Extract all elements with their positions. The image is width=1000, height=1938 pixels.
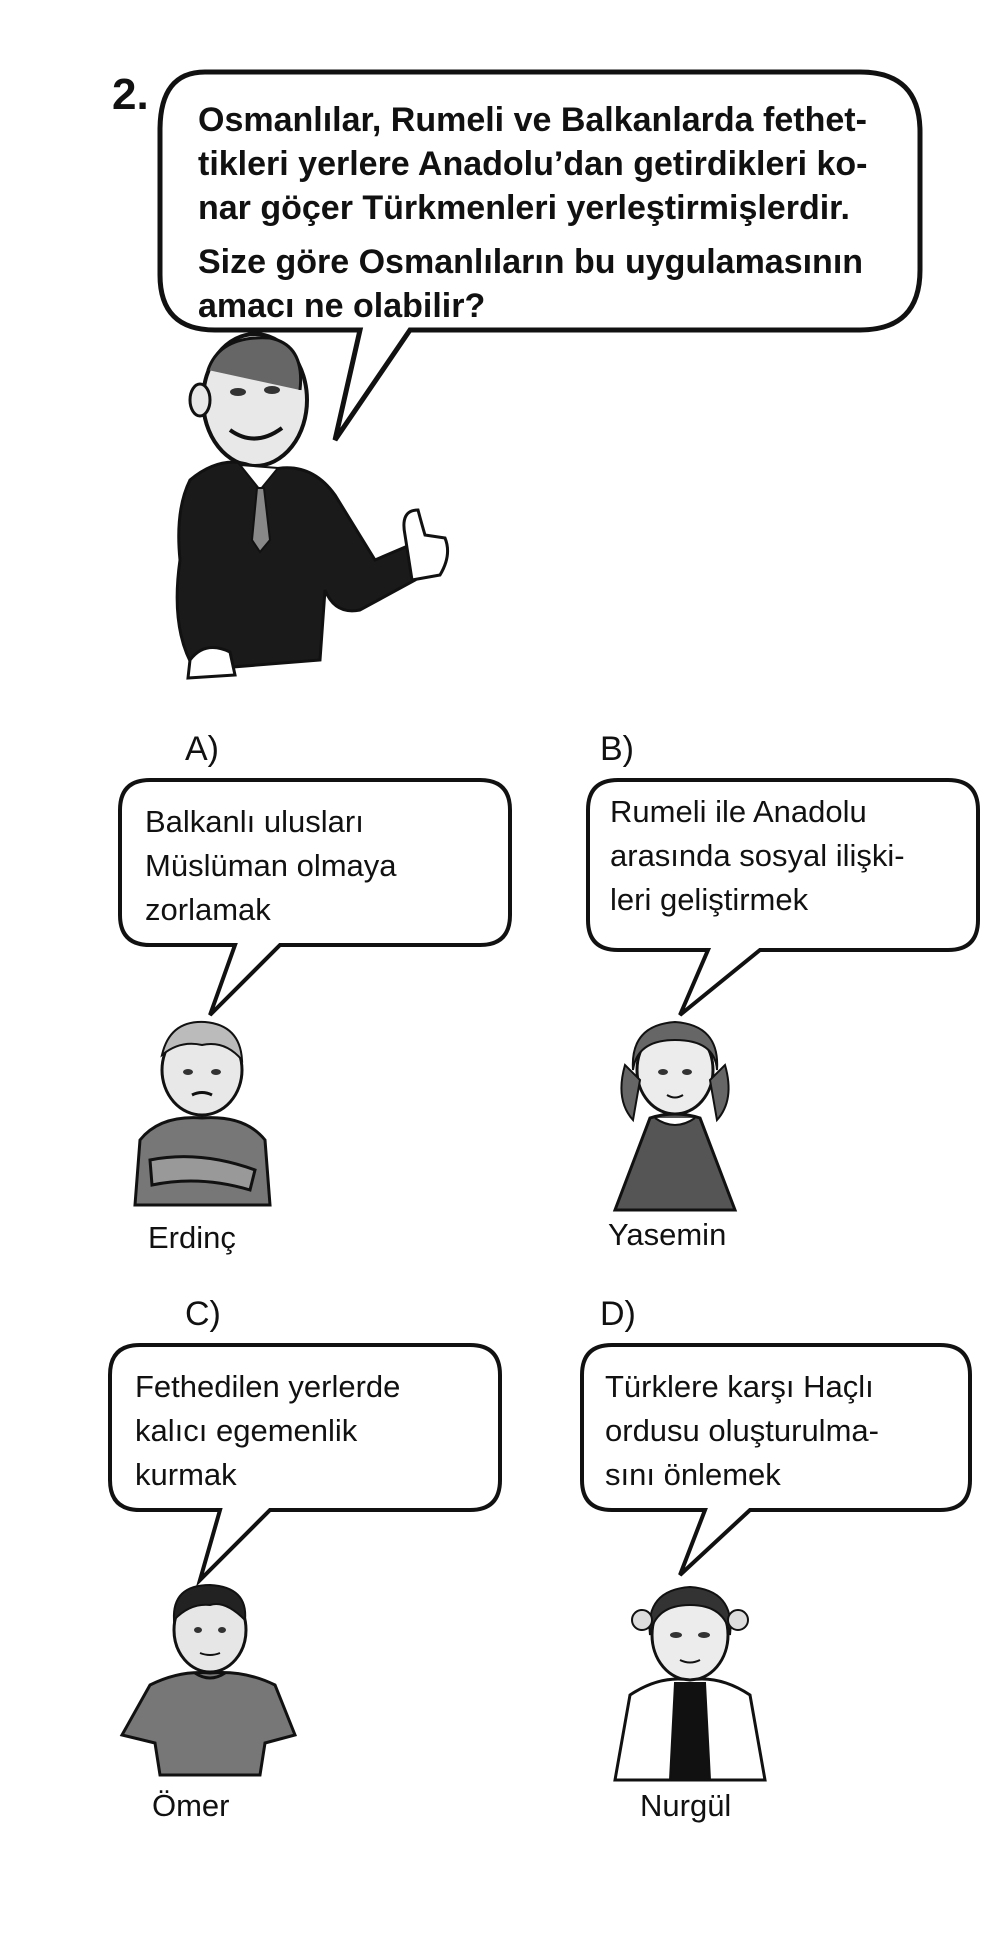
option-c-line: kurmak <box>135 1457 237 1492</box>
option-b-line: Rumeli ile Anadolu <box>610 794 867 829</box>
question-line: amacı ne olabilir? <box>198 287 486 325</box>
option-c-text <box>135 1365 485 1497</box>
erdinc-illustration <box>120 1010 280 1210</box>
question-text <box>198 98 898 328</box>
question-line: nar göçer Türkmenleri yerleştirmişlerdir. <box>198 189 850 227</box>
option-d-line: ordusu oluşturulma- <box>605 1413 879 1448</box>
question-line: Size göre Osmanlıların bu uygulamasının <box>198 243 864 281</box>
option-a-letter: A) <box>185 730 219 768</box>
option-b-letter: B) <box>600 730 634 768</box>
option-b-line: leri geliştirmek <box>610 882 809 917</box>
question-line: tikleri yerlere Anadolu’dan getirdikleri ko- <box>198 145 868 183</box>
option-c-letter: C) <box>185 1295 221 1333</box>
option-a-line: Müslüman olmaya <box>145 848 397 883</box>
option-b-name: Yasemin <box>608 1217 727 1252</box>
option-d-letter: D) <box>600 1295 636 1333</box>
nurgul-illustration <box>600 1575 790 1785</box>
question-number: 2. <box>112 70 149 119</box>
option-a-line: Balkanlı ulusları <box>145 804 364 839</box>
teacher-illustration <box>160 330 450 690</box>
option-a-name: Erdinç <box>148 1220 236 1255</box>
option-b-text <box>610 790 980 922</box>
option-d-name: Nurgül <box>640 1788 732 1823</box>
option-d-line: Türklere karşı Haçlı <box>605 1369 874 1404</box>
yasemin-illustration <box>595 1010 755 1215</box>
option-d-line: sını önlemek <box>605 1457 781 1492</box>
option-c-line: Fethedilen yerlerde <box>135 1369 401 1404</box>
option-c-line: kalıcı egemenlik <box>135 1413 358 1448</box>
option-c-name: Ömer <box>152 1788 230 1823</box>
question-line: Osmanlılar, Rumeli ve Balkanlarda fethet- <box>198 101 867 139</box>
option-b-line: arasında sosyal ilişki- <box>610 838 905 873</box>
option-d-text <box>605 1365 965 1497</box>
option-a-line: zorlamak <box>145 892 271 927</box>
omer-illustration <box>110 1575 300 1785</box>
option-a-text <box>145 800 495 932</box>
